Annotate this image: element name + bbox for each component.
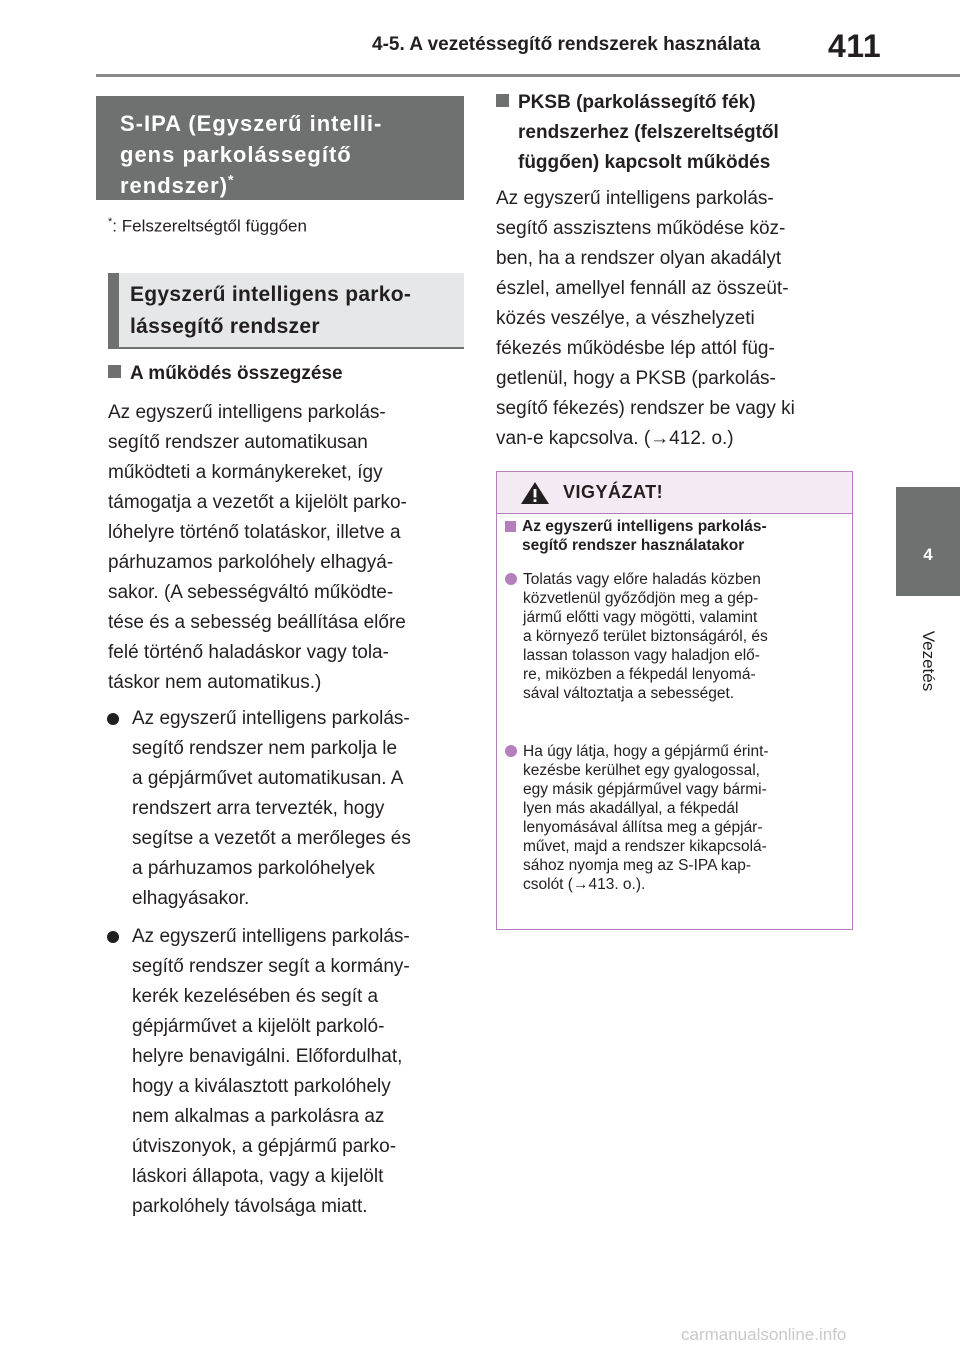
footnote-text: : Felszereltségtől függően [112,216,307,236]
subsection-heading-box [108,273,464,349]
overview-heading [108,359,343,389]
warning-bullet-line: egy másik gépjárművel vagy bármi- [523,781,767,798]
bullet-line: Az egyszerű intelligens parkolás- [132,708,410,729]
section-heading-box [96,96,464,200]
paragraph-line: ben, ha a rendszer olyan akadályt [496,248,782,269]
pksb-heading-line: rendszerhez (felszereltségtől [518,122,779,143]
warning-bullet [505,742,769,894]
square-bullet-icon [505,521,516,532]
warning-bullet-line: csolót (→413. o.). [523,876,646,893]
bullet-item [132,704,411,914]
bullet-line: útviszonyok, a gépjármű parko- [132,1136,397,1157]
footnote-marker: * [108,216,113,228]
page-number: 411 [828,28,882,64]
warning-triangle-icon [520,481,550,505]
warning-bullet-line: Tolatás vagy előre haladás közben [523,571,761,588]
subsection-heading-line: Egyszerű intelligens parko- [130,283,412,306]
bullet-line: segítő rendszer segít a kormány- [132,956,410,977]
paragraph-line: getlenül, hogy a PKSB (parkolás- [496,368,776,389]
footnote [108,216,307,237]
paragraph-line: felé történő haladáskor vagy tola- [108,642,389,663]
warning-bullet-line: lenyomásával állítsa meg a gépjár- [523,819,763,836]
paragraph-line: működteti a kormánykereket, így [108,462,383,483]
bullet-line: segítse a vezetőt a merőleges és [132,828,411,849]
warning-bullet-line: művet, majd a rendszer kikapcsolá- [523,838,767,855]
warning-title: VIGYÁZAT! [563,482,664,502]
bullet-line: nem alkalmas a parkolásra az [132,1106,385,1127]
bullet-dot-icon [505,573,517,585]
paragraph-line: táskor nem automatikus.) [108,672,322,693]
chapter-label-box [896,596,960,726]
watermark: carmanualsonline.info [681,1325,847,1344]
bullet-line: kerék kezelésében és segít a [132,986,379,1007]
paragraph-line: segítő rendszer automatikusan [108,432,368,453]
warning-bullet-line: jármű előtti vagy mögötti, valamint [523,609,758,626]
bullet-item [132,922,410,1222]
paragraph-line: Az egyszerű intelligens parkolás- [108,402,386,423]
bullet-line: helyre benavigálni. Előfordulhat, [132,1046,403,1067]
bullet-line: a párhuzamos parkolóhelyek [132,858,375,879]
bullet-line: rendszert arra tervezték, hogy [132,798,385,819]
warning-bullet-line: Ha úgy látja, hogy a gépjármű érint- [523,743,769,760]
warning-bullet-line: közvetlenül győződjön meg a gép- [523,590,759,607]
warning-header [497,472,852,514]
square-bullet-icon [108,365,121,378]
pksb-heading [496,88,779,178]
section-heading-text: rendszer) [120,173,229,198]
warning-bullet-line: a környező terület biztonságáról, és [523,628,768,645]
warning-subheading [505,517,767,555]
chapter-label: Vezetés [919,630,938,692]
warning-bullet-line: lassan tolasson vagy haladjon elő- [523,647,760,664]
paragraph-line: párhuzamos parkolóhely elhagyá- [108,552,394,573]
bullet-dot-icon [505,745,517,757]
section-heading-line [120,170,450,201]
paragraph-line: Az egyszerű intelligens parkolás- [496,188,774,209]
bullet-line: a gépjárművet automatikusan. A [132,768,404,789]
paragraph-line: támogatja a vezetőt a kijelölt parko- [108,492,407,513]
paragraph-line: van-e kapcsolva. (→412. o.) [496,428,734,449]
bullet-line: láskori állapota, vagy a kijelölt [132,1166,384,1187]
chapter-tab [896,487,960,596]
warning-box [496,471,853,930]
paragraph-line: észlel, amellyel fennáll az összeüt- [496,278,789,299]
paragraph-line: segítő asszisztens működése köz- [496,218,786,239]
warning-subheading-line: segítő rendszer használatakor [522,537,745,554]
warning-bullet [505,570,768,703]
pksb-heading-text: PKSB (parkolássegítő fék) [518,92,756,113]
paragraph-line: közés veszélye, a vészhelyzeti [496,308,755,329]
paragraph-line: sakor. (A sebességváltó működte- [108,582,394,603]
bullet-line: elhagyásakor. [132,888,250,909]
header-divider [96,74,960,77]
paragraph-line: lóhelyre történő tolatáskor, illetve a [108,522,401,543]
bullet-line: hogy a kiválasztott parkolóhely [132,1076,391,1097]
section-heading-line: S-IPA (Egyszerű intelli- [120,111,383,136]
bullet-line: segítő rendszer nem parkolja le [132,738,398,759]
paragraph-line: tése és a sebesség beállítása előre [108,612,406,633]
bullet-line: gépjárművet a kijelölt parkoló- [132,1016,385,1037]
pksb-heading-line [496,88,779,118]
overview-paragraph [108,398,407,698]
overview-heading-text: A működés összegzése [130,363,343,384]
bullet-line: parkolóhely távolsága miatt. [132,1196,368,1217]
subsection-heading-line: lássegítő rendszer [130,315,320,338]
warning-bullet-line: lyen más akadállyal, a fékpedál [523,800,739,817]
bullet-dot-icon [107,931,119,943]
section-title: 4-5. A vezetéssegítő rendszerek használata [372,34,761,55]
footnote-marker: * [228,171,235,188]
warning-subheading-line: Az egyszerű intelligens parkolás- [522,518,767,535]
section-heading-line: gens parkolássegítő [120,142,352,167]
bullet-line: Az egyszerű intelligens parkolás- [132,926,410,947]
warning-bullet-line: kezésbe kerülhet egy gyalogossal, [523,762,760,779]
pksb-paragraph [496,184,795,454]
warning-bullet-line: sával változtatja a sebességet. [523,685,735,702]
paragraph-line: segítő fékezés) rendszer be vagy ki [496,398,795,419]
warning-bullet-line: re, miközben a fékpedál lenyomá- [523,666,756,683]
square-bullet-icon [496,94,509,107]
pksb-heading-line: függően) kapcsolt működés [518,152,771,173]
chapter-number: 4 [923,545,933,564]
bullet-dot-icon [107,713,119,725]
paragraph-line: fékezés működésbe lép attól füg- [496,338,775,359]
warning-bullet-line: sához nyomja meg az S-IPA kap- [523,857,752,874]
